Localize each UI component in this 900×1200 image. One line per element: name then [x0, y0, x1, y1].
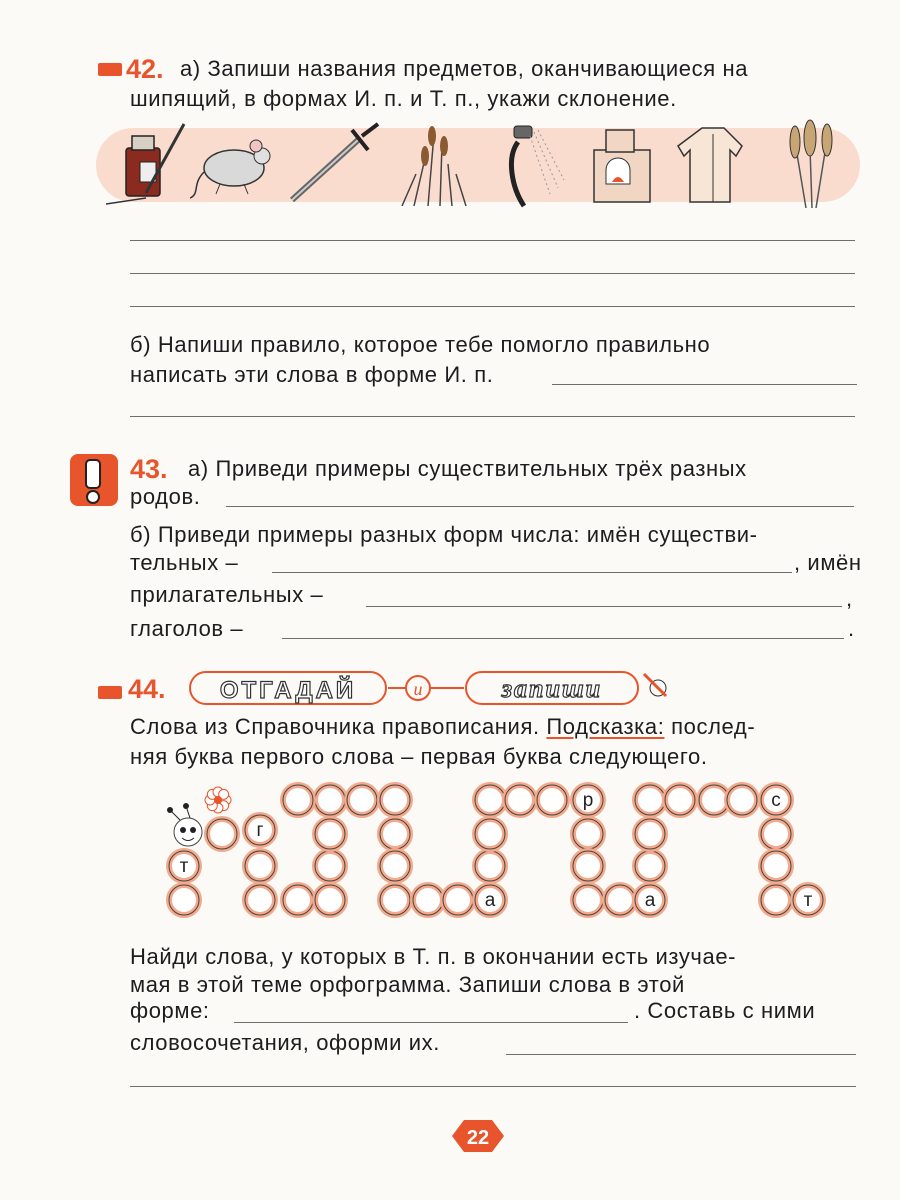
given-letter: т [803, 890, 813, 911]
exercise-44-title [188, 668, 688, 710]
object-pictures [96, 118, 860, 210]
shower-icon [496, 118, 566, 210]
exercise-43-a-line1: а) Приведи примеры существительных трёх разных [188, 456, 747, 481]
exercise-marker [98, 63, 122, 76]
answer-line[interactable] [130, 306, 855, 307]
raincoat-icon [674, 122, 754, 206]
answer-line[interactable] [234, 1022, 628, 1023]
mouse-icon [190, 132, 282, 202]
intro-text: Слова из Справочника правописания. [130, 714, 547, 739]
answer-line[interactable] [272, 572, 792, 573]
caterpillar-icon [167, 803, 202, 846]
given-letter: а [644, 890, 656, 911]
exercise-44-intro-line2: няя буква первого слова – первая буква следующего. [130, 744, 708, 769]
sword-icon [284, 122, 384, 206]
exercise-42-b-line2: написать эти слова в форме И. п. [130, 362, 494, 387]
verbs-label: глаголов – [130, 616, 244, 641]
answer-line[interactable] [130, 1086, 856, 1087]
adjectives-prefix: , имён [794, 550, 862, 575]
attention-icon [68, 452, 120, 508]
hint-label: Подсказка: [546, 714, 665, 739]
answer-line[interactable] [130, 416, 855, 417]
title-and: и [413, 679, 423, 699]
title-write: запиши [501, 674, 603, 703]
page-number-badge [448, 1116, 508, 1156]
adjectives-label: прилагательных – [130, 582, 324, 607]
exercise-44-number: 44. [128, 674, 166, 704]
exercise-43-b-line1: б) Приведи примеры разных форм числа: имён существи- [130, 522, 758, 547]
given-letter: а [484, 890, 496, 911]
exercise-42-b-line1: б) Напиши правило, которое тебе помогло правильно [130, 332, 711, 357]
comma-mark: , [846, 586, 853, 611]
nouns-label: тельных – [130, 550, 239, 575]
ink-bottle-icon [106, 118, 186, 210]
flower-icon [205, 787, 231, 813]
exercise-42-a-line2: шипящий, в формах И. п. и Т. п., укажи склонение. [130, 86, 677, 111]
answer-line[interactable] [226, 506, 854, 507]
page-number: 22 [466, 1127, 490, 1149]
given-letter: г [256, 820, 264, 841]
phrases-label: словосочетания, оформи их. [130, 1030, 440, 1055]
given-letter: с [771, 790, 781, 811]
exercise-43-number: 43. [130, 454, 168, 484]
given-letter: р [582, 790, 594, 811]
word-chain-puzzle [140, 770, 840, 930]
exercise-43-a-line2: родов. [130, 484, 201, 509]
exercise-44-intro-line1 [130, 712, 755, 742]
answer-line[interactable] [506, 1054, 856, 1055]
answer-line[interactable] [282, 638, 844, 639]
intro-text-cont: послед- [664, 714, 756, 739]
compose-label: . Составь с ними [634, 998, 816, 1023]
rye-icon [776, 118, 846, 208]
answer-line[interactable] [552, 384, 857, 385]
exercise-42-number: 42. [126, 54, 164, 84]
answer-line[interactable] [366, 606, 842, 607]
stove-icon [582, 126, 662, 206]
answer-line[interactable] [130, 240, 855, 241]
exercise-44-task-line1: Найди слова, у которых в Т. п. в окончании есть изучае- [130, 944, 737, 969]
exercise-42-a-line1: а) Запиши названия предметов, оканчивающиеся на [180, 56, 749, 81]
title-guess: ОТГАДАЙ [219, 677, 357, 704]
period-mark: . [848, 616, 855, 641]
exercise-marker [98, 686, 122, 699]
exercise-44-task-line2: мая в этой теме орфограмма. Запиши слова в этой [130, 972, 685, 997]
answer-line[interactable] [130, 273, 855, 274]
given-letter: т [179, 856, 189, 877]
form-label: форме: [130, 998, 210, 1023]
reeds-icon [396, 124, 476, 206]
